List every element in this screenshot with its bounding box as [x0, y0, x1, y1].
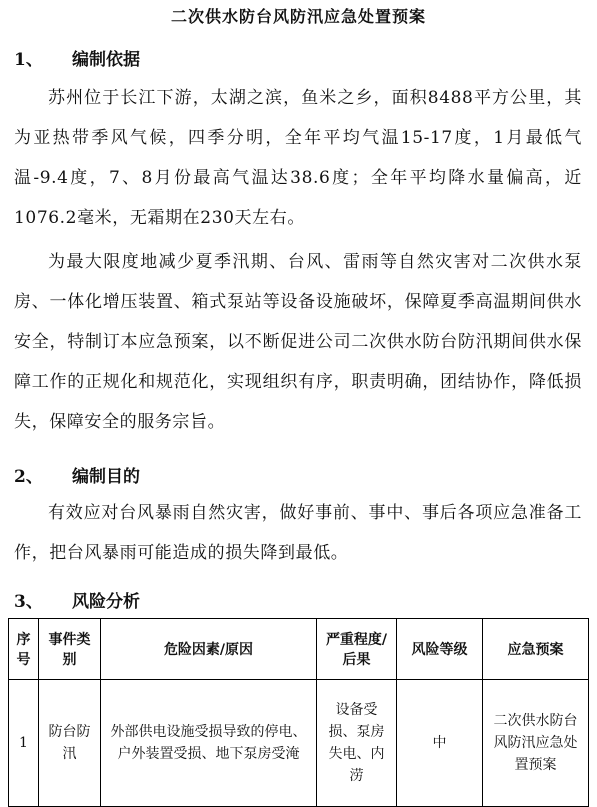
header-index: 序号: [9, 619, 39, 680]
cell-event-category: 防台防汛: [39, 680, 101, 807]
section-1-paragraph-1: 苏州位于长江下游，太湖之滨，鱼米之乡，面积8488平方公里，其为亚热带季风气候，四季分明，全年平均气温15-17度，1月最低气温-9.4度，7、8月份最高气温达38.6度；全年平均降水量偏高，近1076.2毫米，无霜期在230天左右。: [14, 88, 582, 228]
cell-risk-level: 中: [397, 680, 483, 807]
header-emergency-plan: 应急预案: [483, 619, 589, 680]
header-hazard-factor: 危险因素/原因: [101, 619, 317, 680]
section-number: 1、: [14, 50, 43, 70]
cell-emergency-plan: 二次供水防台风防汛应急处置预案: [483, 680, 589, 807]
header-severity: 严重程度/后果: [317, 619, 397, 680]
section-title: 风险分析: [72, 592, 140, 612]
section-1-paragraph-2: 为最大限度地减少夏季汛期、台风、雷雨等自然灾害对二次供水泵房、一体化增压装置、箱式泵站等设备设施破坏，保障夏季高温期间供水安全，特制订本应急预案，以不断促进公司二次供水防台防汛期间供水保障工作的正规化和规范化，实现组织有序，职责明确，团结协作，降低损失，保障安全的服务宗旨。: [14, 252, 582, 432]
section-2-paragraph-1: 有效应对台风暴雨自然灾害，做好事前、事中、事后各项应急准备工作，把台风暴雨可能造成的损失降到最低。: [14, 503, 582, 563]
table-header-row: [9, 619, 589, 680]
cell-index: 1: [9, 680, 39, 807]
section-3-heading: [14, 587, 140, 612]
section-1-heading: [14, 45, 140, 70]
document-title: 二次供水防台风防汛应急处置预案: [170, 7, 426, 26]
section-2-heading: [14, 462, 140, 487]
section-number: 2、: [14, 467, 43, 487]
section-title: 编制目的: [72, 467, 140, 487]
header-event-category: 事件类别: [39, 619, 101, 680]
header-risk-level: 风险等级: [397, 619, 483, 680]
table-row: [9, 680, 589, 807]
risk-analysis-table: [8, 618, 589, 807]
section-title: 编制依据: [72, 50, 140, 70]
cell-hazard-factor: 外部供电设施受损导致的停电、户外装置受损、地下泵房受淹: [101, 680, 317, 807]
cell-severity: 设备受损、泵房失电、内涝: [317, 680, 397, 807]
section-number: 3、: [14, 592, 43, 612]
